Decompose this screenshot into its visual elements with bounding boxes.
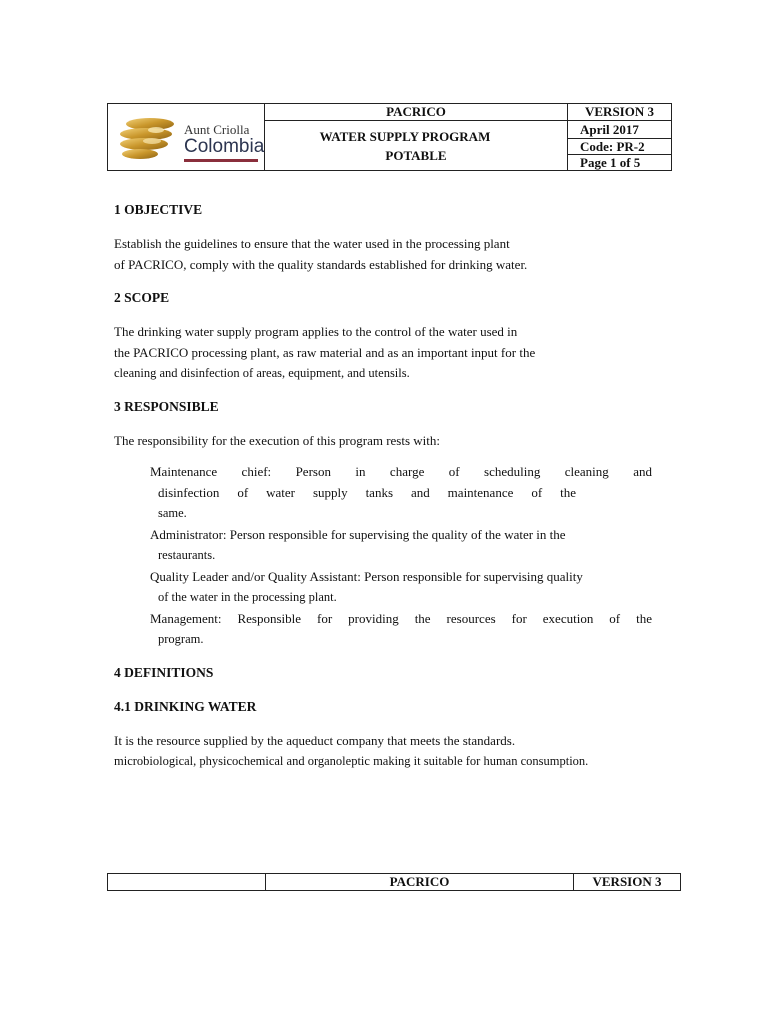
objective-line1: Establish the guidelines to ensure that the water used in the processing plant: [114, 236, 510, 251]
scope-line3: cleaning and disinfection of areas, equipment, and utensils.: [114, 366, 410, 380]
header-date: April 2017: [568, 121, 672, 139]
heading-definitions: 4 DEFINITIONS: [114, 665, 214, 680]
header-page: Page 1 of 5: [568, 155, 672, 171]
header-company: PACRICO: [265, 104, 568, 121]
company-logo: [116, 114, 265, 162]
logo-cell: [108, 104, 265, 171]
header-title: [265, 121, 568, 171]
list-item: Maintenance chief: Person in charge of scheduling cleaning and disinfection of water supply tanks and maintenance of the same.: [150, 464, 652, 520]
objective-line2: of PACRICO, comply with the quality standards established for drinking water.: [114, 257, 528, 272]
drinking-water-line1: It is the resource supplied by the aqueduct company that meets the standards.: [114, 733, 516, 748]
header-title-line1: WATER SUPPLY PROGRAM: [319, 128, 491, 144]
footer-company: PACRICO: [266, 874, 574, 891]
heading-responsible: 3 RESPONSIBLE: [114, 399, 219, 414]
heading-drinking-water: 4.1 DRINKING WATER: [114, 699, 257, 714]
footer-version: VERSION 3: [574, 874, 681, 891]
logo-underline: [184, 159, 258, 162]
header-title-line2: POTABLE: [385, 147, 447, 163]
header-version: VERSION 3: [568, 104, 672, 121]
list-item: Administrator: Person responsible for supervising the quality of the water in the restaurants.: [150, 527, 566, 562]
drinking-water-line2: microbiological, physicochemical and organoleptic making it suitable for human consumption.: [114, 754, 589, 768]
list-item: Quality Leader and/or Quality Assistant: Person responsible for supervising quality of the water in the processing plant.: [150, 569, 583, 604]
document-footer: [107, 873, 681, 891]
logo-text-top: Aunt Criolla: [184, 122, 250, 137]
logo-text-bottom: Colombia: [184, 136, 265, 157]
scope-line2: the PACRICO processing plant, as raw material and as an important input for the: [114, 345, 536, 360]
footer-blank-cell: [108, 874, 266, 891]
logo-emblem-icon: [116, 114, 180, 162]
list-item: Management: Responsible for providing the resources for execution of the program.: [150, 611, 652, 646]
scope-line1: The drinking water supply program applies to the control of the water used in: [114, 324, 518, 339]
heading-scope: 2 SCOPE: [114, 290, 170, 305]
header-code: Code: PR-2: [568, 139, 672, 155]
heading-objective: 1 OBJECTIVE: [114, 202, 203, 217]
document-body: [114, 199, 652, 772]
document-header: [107, 103, 672, 171]
responsible-intro: The responsibility for the execution of this program rests with:: [114, 433, 441, 448]
responsible-list: [114, 461, 652, 650]
